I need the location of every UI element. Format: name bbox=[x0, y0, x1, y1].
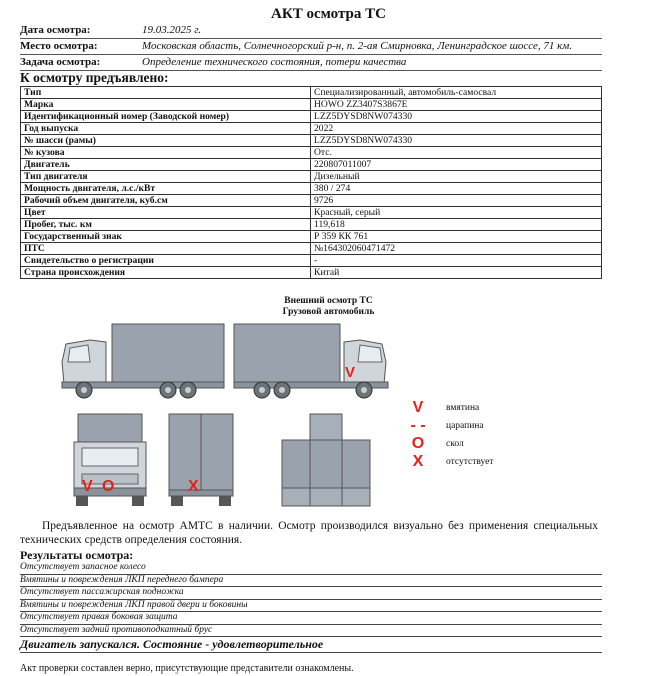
header-label: Дата осмотра: bbox=[20, 24, 91, 36]
spec-value: Специализированный, автомобиль-самосвал bbox=[311, 87, 602, 99]
spec-row bbox=[21, 219, 602, 231]
spec-value: LZZ5DYSD8NW074330 bbox=[311, 135, 602, 147]
spec-value: Р 359 КК 761 bbox=[311, 231, 602, 243]
dent-symbol-icon: V bbox=[412, 399, 424, 416]
spec-row bbox=[21, 243, 602, 255]
spec-key: Пробег, тыс. км bbox=[21, 219, 311, 231]
header-value: 19.03.2025 г. bbox=[142, 24, 202, 36]
header-row-task bbox=[20, 55, 602, 71]
truck-left-side-diagram bbox=[56, 322, 228, 400]
header-value: Московская область, Солнечногорский р-н, п. 2-ая Смирновка, Ленинградское шоссе, 71 км. bbox=[142, 40, 573, 52]
legend-item bbox=[404, 399, 494, 417]
spec-value: HOWO ZZ3407S3867E bbox=[311, 99, 602, 111]
spec-key: № кузова bbox=[21, 147, 311, 159]
damage-mark-dent-right: V bbox=[345, 364, 356, 381]
damage-mark-dent-front: V bbox=[82, 478, 93, 495]
spec-key: Идентификационный номер (Заводской номер) bbox=[21, 111, 311, 123]
spec-value: Дизельный bbox=[311, 171, 602, 183]
spec-key: Страна происхождения bbox=[21, 267, 311, 279]
spec-row bbox=[21, 135, 602, 147]
spec-value: Красный, серый bbox=[311, 207, 602, 219]
spec-table bbox=[20, 86, 602, 279]
scratch-symbol-icon: - - bbox=[410, 417, 426, 434]
spec-row bbox=[21, 147, 602, 159]
section-title: К осмотру предъявлено: bbox=[20, 70, 169, 85]
spec-row bbox=[21, 255, 602, 267]
spec-key: Государственный знак bbox=[21, 231, 311, 243]
result-item: Вмятины и повреждения ЛКП переднего бампера bbox=[20, 575, 602, 588]
spec-key: Тип bbox=[21, 87, 311, 99]
spec-row bbox=[21, 111, 602, 123]
legend-text: царапина bbox=[446, 421, 484, 431]
spec-key: Цвет bbox=[21, 207, 311, 219]
spec-key: Год выпуска bbox=[21, 123, 311, 135]
legend-text: скол bbox=[446, 439, 464, 449]
footer-note: Акт проверки составлен верно, присутствующие представители ознакомлены. bbox=[20, 663, 354, 674]
damage-mark-missing-rear: X bbox=[188, 478, 199, 495]
spec-value: 380 / 274 bbox=[311, 183, 602, 195]
legend-item bbox=[404, 417, 494, 435]
spec-row bbox=[21, 183, 602, 195]
spec-row bbox=[21, 99, 602, 111]
header-label: Место осмотра: bbox=[20, 40, 98, 52]
spec-key: ПТС bbox=[21, 243, 311, 255]
spec-value: №164302060471472 bbox=[311, 243, 602, 255]
spec-row bbox=[21, 171, 602, 183]
header-value: Определение технического состояния, потери качества bbox=[142, 56, 407, 68]
damage-mark-chip-front: O bbox=[102, 478, 115, 495]
figure-subtitle: Грузовой автомобиль bbox=[282, 307, 375, 317]
header-label: Задача осмотра: bbox=[20, 56, 101, 68]
legend-text: вмятина bbox=[446, 403, 480, 413]
spec-value: 9726 bbox=[311, 195, 602, 207]
header-row-date bbox=[20, 23, 602, 39]
spec-row bbox=[21, 87, 602, 99]
spec-row bbox=[21, 195, 602, 207]
spec-value: - bbox=[311, 255, 602, 267]
result-item: Отсутствует запасное колесо bbox=[20, 562, 602, 575]
spec-row bbox=[21, 207, 602, 219]
spec-row bbox=[21, 123, 602, 135]
spec-value: 2022 bbox=[311, 123, 602, 135]
header-row-place bbox=[20, 39, 602, 55]
document-title: АКТ осмотра ТС bbox=[271, 6, 386, 22]
result-item: Отсутствует задний противоподкатный брус bbox=[20, 625, 602, 638]
result-item: Отсутствует правая боковая защита bbox=[20, 612, 602, 625]
spec-row bbox=[21, 159, 602, 171]
results-list bbox=[20, 562, 602, 653]
spec-key: Тип двигателя bbox=[21, 171, 311, 183]
spec-key: Марка bbox=[21, 99, 311, 111]
spec-value: Китай bbox=[311, 267, 602, 279]
spec-value: LZZ5DYSD8NW074330 bbox=[311, 111, 602, 123]
figure-title: Внешний осмотр ТС bbox=[284, 296, 373, 306]
spec-value: Отс. bbox=[311, 147, 602, 159]
truck-right-side-diagram bbox=[232, 322, 392, 400]
spec-key: Двигатель bbox=[21, 159, 311, 171]
spec-key: Свидетельство о регистрации bbox=[21, 255, 311, 267]
result-item: Отсутствует пассажирская подножка bbox=[20, 587, 602, 600]
result-item: Вмятины и повреждения ЛКП правой двери и боковины bbox=[20, 600, 602, 613]
spec-value: 119,618 bbox=[311, 219, 602, 231]
result-final: Двигатель запускался. Состояние - удовлетворительное bbox=[20, 637, 602, 653]
chip-symbol-icon: O bbox=[411, 435, 425, 452]
truck-top-unfolded-diagram bbox=[280, 412, 380, 508]
legend-text: отсутствует bbox=[446, 457, 494, 467]
header-block bbox=[20, 23, 602, 71]
damage-legend bbox=[404, 399, 494, 471]
spec-row bbox=[21, 231, 602, 243]
spec-key: № шасси (рамы) bbox=[21, 135, 311, 147]
spec-row bbox=[21, 267, 602, 279]
spec-value: 220807011007 bbox=[311, 159, 602, 171]
spec-key: Рабочий объем двигателя, куб.см bbox=[21, 195, 311, 207]
missing-symbol-icon: X bbox=[412, 453, 424, 470]
legend-item bbox=[404, 453, 494, 471]
results-title: Результаты осмотра: bbox=[20, 548, 134, 562]
spec-key: Мощность двигателя, л.с./кВт bbox=[21, 183, 311, 195]
truck-rear-diagram bbox=[165, 412, 237, 508]
legend-item bbox=[404, 435, 494, 453]
inspection-paragraph: Предъявленное на осмотр АМТС в наличии. Осмотр производился визуально без применения специальных технических средств определения состояния. bbox=[20, 520, 598, 546]
